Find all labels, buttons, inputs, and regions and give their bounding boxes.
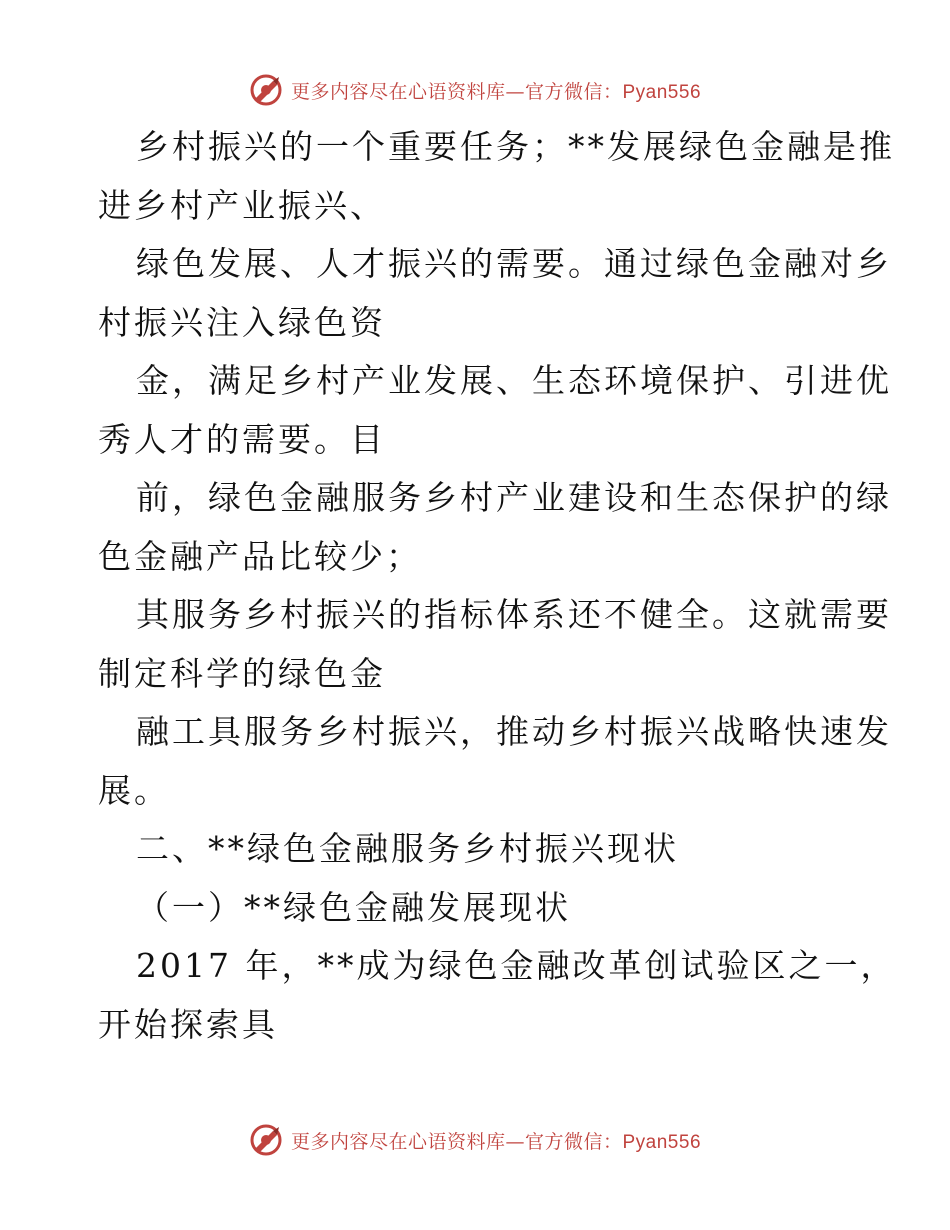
header-banner-separator: — [505, 80, 525, 103]
paragraph-line: 开始探索具 [98, 1004, 278, 1044]
paragraph-line: 金，满足乡村产业发展、生态环境保护、引进优 [136, 361, 892, 400]
paragraph-line: 色金融产品比较少； [98, 536, 422, 576]
paragraph-line: 展。 [98, 770, 170, 810]
subsection-heading: （一）**绿色金融发展现状 [136, 887, 571, 927]
header-banner [0, 70, 950, 110]
footer-banner-contact: 官方微信：Pyan556 [525, 1131, 702, 1153]
paragraph-line: 制定科学的绿色金 [98, 653, 386, 693]
footer-banner-title: 更多内容尽在心语资料库 [290, 1130, 506, 1153]
paragraph-line: 融工具服务乡村振兴，推动乡村振兴战略快速发 [136, 712, 892, 751]
paragraph-line: 村振兴注入绿色资 [98, 302, 386, 342]
footer-banner [0, 1120, 950, 1160]
header-banner-title: 更多内容尽在心语资料库 [290, 80, 506, 103]
footer-banner-separator: — [505, 1130, 525, 1153]
header-banner-text [291, 77, 701, 104]
paragraph-line: 乡村振兴的一个重要任务；**发展绿色金融是推 [136, 127, 895, 166]
paragraph-line: 秀人才的需要。目 [98, 419, 386, 459]
paragraph-line: 前，绿色金融服务乡村产业建设和生态保护的绿 [136, 478, 892, 517]
library-logo-icon [249, 1123, 283, 1157]
document-body [98, 118, 897, 1054]
library-logo-icon [249, 73, 283, 107]
paragraph-line: 其服务乡村振兴的指标体系还不健全。这就需要 [136, 595, 892, 634]
paragraph-line: 绿色发展、人才振兴的需要。通过绿色金融对乡 [136, 244, 892, 283]
footer-banner-text [291, 1127, 701, 1154]
paragraph-line: 2017 年，**成为绿色金融改革创试验区之一， [136, 946, 897, 985]
paragraph-line: 进乡村产业振兴、 [98, 185, 386, 225]
section-heading: 二、**绿色金融服务乡村振兴现状 [136, 829, 679, 868]
header-banner-contact: 官方微信：Pyan556 [525, 81, 702, 103]
